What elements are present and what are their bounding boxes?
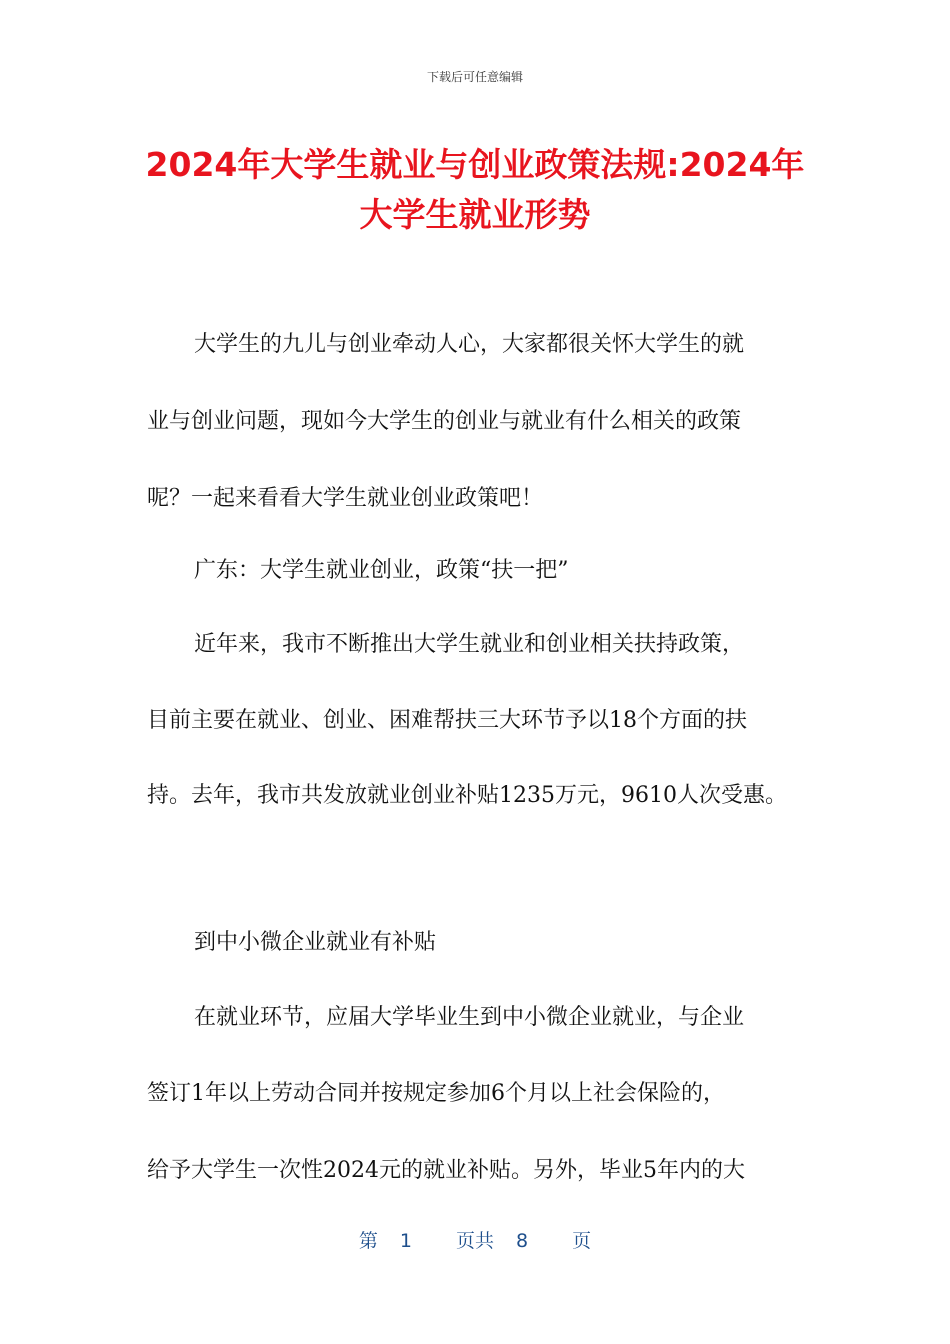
body-line: 业与创业问题，现如今大学生的创业与就业有什么相关的政策: [147, 409, 742, 434]
page-label-middle: 页共: [455, 1230, 494, 1252]
current-page-number: 1: [399, 1230, 412, 1252]
body-line: 近年来，我市不断推出大学生就业和创业相关扶持政策，: [194, 632, 745, 657]
body-line: 在就业环节，应届大学毕业生到中小微企业就业，与企业: [194, 1005, 745, 1030]
page-label-prefix: 第: [358, 1230, 378, 1252]
page-number-footer: [0, 1226, 950, 1253]
section-heading: 广东：大学生就业创业，政策“扶一把”: [194, 558, 569, 583]
body-line: 呢？一起来看看大学生就业创业政策吧！: [147, 486, 544, 511]
body-line: 签订1年以上劳动合同并按规定参加6个月以上社会保险的，: [147, 1081, 725, 1106]
body-line: 持。去年，我市共发放就业创业补贴1235万元，9610人次受惠。: [147, 783, 787, 808]
page-label-suffix: 页: [572, 1230, 592, 1252]
title-line-1: 2024年大学生就业与创业政策法规:2024年: [145, 145, 805, 184]
body-line: 目前主要在就业、创业、困难帮扶三大环节予以18个方面的扶: [147, 708, 747, 733]
section-heading: 到中小微企业就业有补贴: [194, 930, 437, 955]
body-line: 大学生的九儿与创业牵动人心，大家都很关怀大学生的就: [194, 332, 745, 357]
document-title: [100, 140, 850, 240]
page-header-note: 下载后可任意编辑: [426, 70, 523, 84]
body-line: 给予大学生一次性2024元的就业补贴。另外，毕业5年内的大: [147, 1158, 745, 1183]
title-line-2: 大学生就业形势: [359, 195, 591, 234]
total-page-number: 8: [516, 1230, 529, 1252]
